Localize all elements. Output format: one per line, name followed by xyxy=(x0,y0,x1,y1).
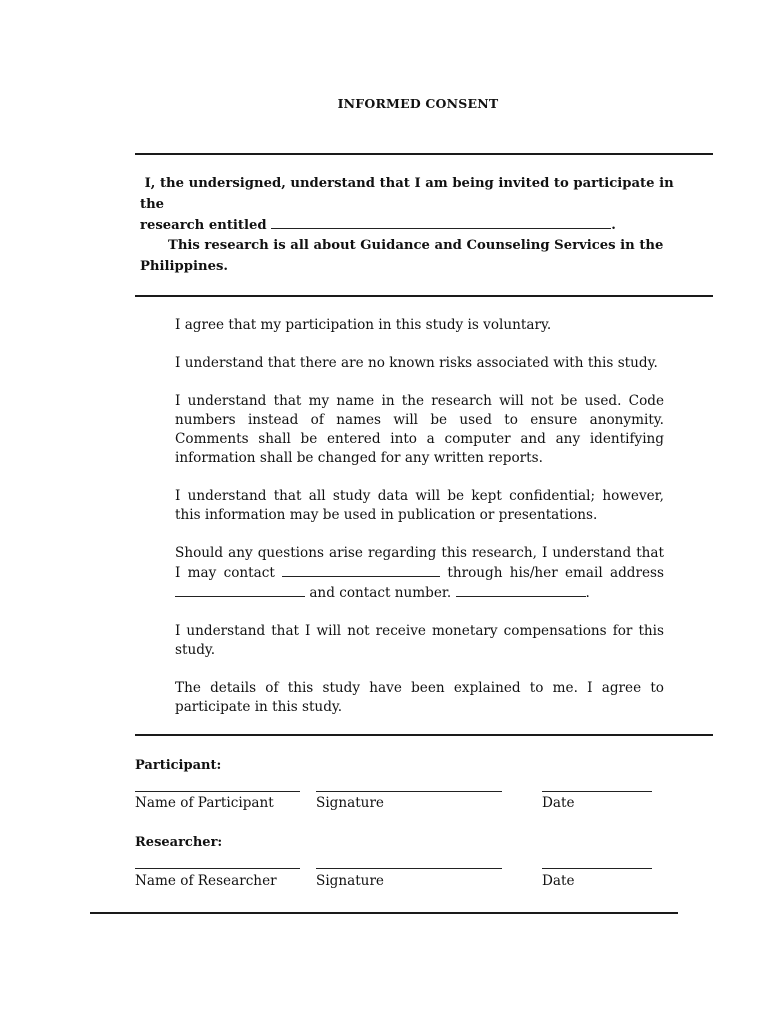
researcher-name-caption: Name of Researcher xyxy=(135,873,277,889)
intro-line-1-text: I, the undersigned, understand that I am being invited to participate in the xyxy=(140,176,674,212)
researcher-name-line xyxy=(135,868,300,869)
participant-name-caption: Name of Participant xyxy=(135,795,274,811)
intro-line-1 xyxy=(140,173,692,215)
contact-text-3: and contact number. xyxy=(309,585,452,601)
document-title: INFORMED CONSENT xyxy=(337,96,499,111)
research-line-1-text: This research is all about Guidance and Counseling Services in the xyxy=(168,238,664,253)
contact-person-blank xyxy=(282,563,440,577)
contact-text-1: Should any questions arise regarding this research, I understand that I may contact xyxy=(175,545,664,581)
participant-date-caption: Date xyxy=(542,795,575,811)
research-line-1 xyxy=(140,235,692,256)
contact-text-2: through his/her email address xyxy=(447,565,664,581)
contact-number-blank xyxy=(456,583,586,597)
participant-signature-line xyxy=(316,791,502,792)
intro-divider xyxy=(135,295,713,297)
statement-anonymity: I understand that my name in the research will not be used. Code numbers instead of names will be used to ensure anonymity. Comments shall be entered into a computer and any identifying information shall be changed for any written reports. xyxy=(175,393,664,466)
statements-divider xyxy=(135,734,713,736)
research-line-2-text: Philippines. xyxy=(140,259,228,274)
participant-signature-caption: Signature xyxy=(316,795,384,811)
bottom-divider xyxy=(90,912,678,914)
contact-text-4: . xyxy=(585,585,590,601)
researcher-date-caption: Date xyxy=(542,873,575,889)
participant-name-line xyxy=(135,791,300,792)
researcher-label: Researcher: xyxy=(135,835,223,850)
top-divider xyxy=(135,153,713,155)
statement-voluntary: I agree that my participation in this study is voluntary. xyxy=(175,317,552,333)
statement-compensation: I understand that I will not receive monetary compensations for this study. xyxy=(175,623,664,658)
statement-risks: I understand that there are no known risks associated with this study. xyxy=(175,355,658,371)
statement-explained: The details of this study have been explained to me. I agree to participate in this study. xyxy=(175,680,664,715)
consent-statements xyxy=(175,316,664,717)
research-title-period: . xyxy=(611,218,616,233)
participant-date-line xyxy=(542,791,652,792)
intro-paragraph xyxy=(140,173,692,236)
intro-line-2 xyxy=(140,215,692,236)
participant-label: Participant: xyxy=(135,758,222,773)
email-address-blank xyxy=(175,583,305,597)
research-line-2 xyxy=(140,256,692,277)
research-title-blank xyxy=(271,215,611,229)
statement-confidential: I understand that all study data will be kept confidential; however, this information may be used in publication or presentations. xyxy=(175,488,664,523)
research-entitled-label: research entitled xyxy=(140,218,267,233)
researcher-signature-caption: Signature xyxy=(316,873,384,889)
research-description xyxy=(140,235,692,277)
researcher-date-line xyxy=(542,868,652,869)
statement-contact xyxy=(175,544,664,603)
researcher-signature-line xyxy=(316,868,502,869)
